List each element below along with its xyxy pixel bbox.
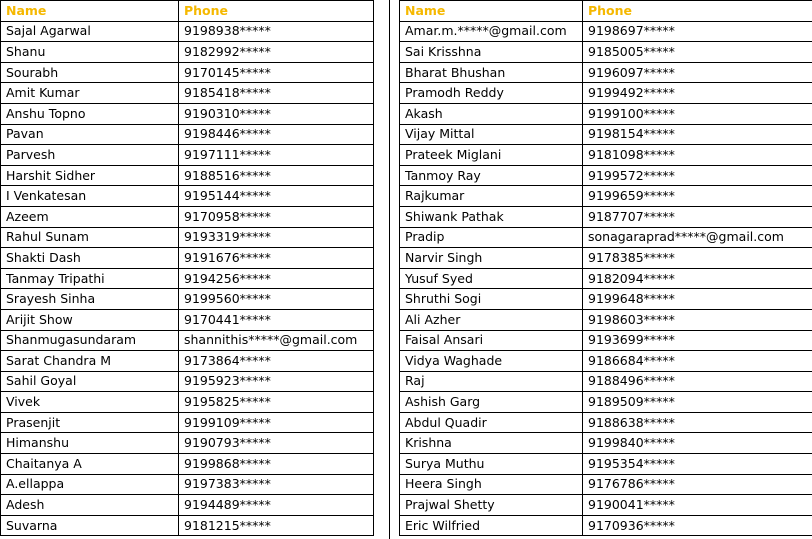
name-cell: Vivek <box>1 392 179 413</box>
table-row <box>1 433 374 454</box>
name-cell: Pavan <box>1 124 179 145</box>
table-row <box>400 83 812 104</box>
name-cell: Shiwank Pathak <box>400 206 583 227</box>
name-header: Name <box>400 1 583 22</box>
name-cell: Faisal Ansari <box>400 330 583 351</box>
table-row <box>1 412 374 433</box>
table-row <box>1 83 374 104</box>
phone-cell: 9189509***** <box>583 392 812 413</box>
name-cell: Srayesh Sinha <box>1 289 179 310</box>
phone-cell: 9188638***** <box>583 412 812 433</box>
name-cell: Raj <box>400 371 583 392</box>
phone-cell: 9191676***** <box>179 248 374 269</box>
phone-cell: 9199868***** <box>179 454 374 475</box>
table-row <box>400 309 812 330</box>
table-row <box>1 289 374 310</box>
name-cell: Rajkumar <box>400 186 583 207</box>
name-cell: Azeem <box>1 206 179 227</box>
table-row <box>400 412 812 433</box>
name-cell: Prajwal Shetty <box>400 495 583 516</box>
phone-cell: 9199109***** <box>179 412 374 433</box>
phone-cell: 9188496***** <box>583 371 812 392</box>
phone-cell: 9170441***** <box>179 309 374 330</box>
table-row <box>400 103 812 124</box>
table-row <box>1 21 374 42</box>
table-row <box>400 433 812 454</box>
table-row <box>1 227 374 248</box>
left-table-body <box>1 21 374 536</box>
phone-cell: 9199560***** <box>179 289 374 310</box>
table-row <box>1 268 374 289</box>
table-row <box>400 186 812 207</box>
phone-cell: 9194489***** <box>179 495 374 516</box>
table-row <box>400 248 812 269</box>
phone-cell: 9199572***** <box>583 165 812 186</box>
table-row <box>400 454 812 475</box>
name-cell: Prasenjit <box>1 412 179 433</box>
name-cell: Suvarna <box>1 515 179 536</box>
name-cell: Bharat Bhushan <box>400 62 583 83</box>
name-cell: Sourabh <box>1 62 179 83</box>
name-cell: Yusuf Syed <box>400 268 583 289</box>
table-row <box>1 474 374 495</box>
phone-cell: 9185005***** <box>583 42 812 63</box>
name-cell: Narvir Singh <box>400 248 583 269</box>
table-row <box>1 186 374 207</box>
name-cell: Heera Singh <box>400 474 583 495</box>
phone-cell: 9181215***** <box>179 515 374 536</box>
table-row <box>400 515 812 536</box>
name-cell: Shakti Dash <box>1 248 179 269</box>
phone-cell: 9173864***** <box>179 351 374 372</box>
phone-cell: 9199659***** <box>583 186 812 207</box>
name-cell: I Venkatesan <box>1 186 179 207</box>
name-cell: Sarat Chandra M <box>1 351 179 372</box>
name-cell: Tanmoy Ray <box>400 165 583 186</box>
name-cell: Parvesh <box>1 145 179 166</box>
left-contact-table <box>0 0 374 536</box>
name-cell: Sai Krisshna <box>400 42 583 63</box>
phone-cell: 9193319***** <box>179 227 374 248</box>
name-cell: Amit Kumar <box>1 83 179 104</box>
header-row <box>400 1 812 22</box>
name-cell: Abdul Quadir <box>400 412 583 433</box>
table-row <box>1 371 374 392</box>
name-cell: Ali Azher <box>400 309 583 330</box>
table-row <box>1 165 374 186</box>
name-cell: Shanu <box>1 42 179 63</box>
phone-cell: 9170936***** <box>583 515 812 536</box>
table-row <box>1 62 374 83</box>
phone-cell: 9199492***** <box>583 83 812 104</box>
name-header: Name <box>1 1 179 22</box>
name-cell: Prateek Miglani <box>400 145 583 166</box>
phone-cell: 9195354***** <box>583 454 812 475</box>
name-cell: Pramodh Reddy <box>400 83 583 104</box>
table-row <box>1 515 374 536</box>
phone-cell: 9198938***** <box>179 21 374 42</box>
name-cell: Pradip <box>400 227 583 248</box>
table-row <box>1 206 374 227</box>
phone-cell: 9178385***** <box>583 248 812 269</box>
phone-cell: 9198697***** <box>583 21 812 42</box>
name-cell: Shanmugasundaram <box>1 330 179 351</box>
table-row <box>400 124 812 145</box>
phone-cell: shannithis*****@gmail.com <box>179 330 374 351</box>
phone-cell: 9199648***** <box>583 289 812 310</box>
table-row <box>400 145 812 166</box>
table-row <box>1 454 374 475</box>
phone-cell: 9198154***** <box>583 124 812 145</box>
name-cell: Rahul Sunam <box>1 227 179 248</box>
phone-cell: 9198603***** <box>583 309 812 330</box>
phone-cell: 9181098***** <box>583 145 812 166</box>
phone-header: Phone <box>583 1 812 22</box>
table-row <box>400 330 812 351</box>
table-row <box>1 145 374 166</box>
name-cell: Himanshu <box>1 433 179 454</box>
right-table-body <box>400 21 812 536</box>
name-cell: Anshu Topno <box>1 103 179 124</box>
phone-cell: 9176786***** <box>583 474 812 495</box>
name-cell: Amar.m.*****@gmail.com <box>400 21 583 42</box>
table-row <box>400 62 812 83</box>
column-divider <box>389 0 390 539</box>
name-cell: Sahil Goyal <box>1 371 179 392</box>
phone-cell: 9197383***** <box>179 474 374 495</box>
name-cell: Arijit Show <box>1 309 179 330</box>
table-row <box>1 495 374 516</box>
table-row <box>400 227 812 248</box>
table-row <box>400 206 812 227</box>
phone-header: Phone <box>179 1 374 22</box>
table-row <box>400 289 812 310</box>
name-cell: Sajal Agarwal <box>1 21 179 42</box>
table-row <box>400 351 812 372</box>
phone-cell: sonagaraprad*****@gmail.com <box>583 227 812 248</box>
name-cell: Tanmay Tripathi <box>1 268 179 289</box>
phone-cell: 9190793***** <box>179 433 374 454</box>
name-cell: Akash <box>400 103 583 124</box>
name-cell: Vidya Waghade <box>400 351 583 372</box>
phone-cell: 9190310***** <box>179 103 374 124</box>
table-row <box>1 330 374 351</box>
table-row <box>400 165 812 186</box>
phone-cell: 9185418***** <box>179 83 374 104</box>
phone-cell: 9187707***** <box>583 206 812 227</box>
right-contact-table <box>399 0 812 536</box>
table-row <box>1 309 374 330</box>
phone-cell: 9188516***** <box>179 165 374 186</box>
phone-cell: 9197111***** <box>179 145 374 166</box>
phone-cell: 9170958***** <box>179 206 374 227</box>
name-cell: Surya Muthu <box>400 454 583 475</box>
phone-cell: 9193699***** <box>583 330 812 351</box>
phone-cell: 9199100***** <box>583 103 812 124</box>
phone-cell: 9190041***** <box>583 495 812 516</box>
name-cell: Adesh <box>1 495 179 516</box>
name-cell: Vijay Mittal <box>400 124 583 145</box>
phone-cell: 9194256***** <box>179 268 374 289</box>
phone-cell: 9186684***** <box>583 351 812 372</box>
phone-cell: 9196097***** <box>583 62 812 83</box>
name-cell: Krishna <box>400 433 583 454</box>
phone-cell: 9195923***** <box>179 371 374 392</box>
phone-cell: 9182992***** <box>179 42 374 63</box>
name-cell: Harshit Sidher <box>1 165 179 186</box>
table-row <box>1 124 374 145</box>
table-row <box>400 42 812 63</box>
table-row <box>400 21 812 42</box>
name-cell: Chaitanya A <box>1 454 179 475</box>
name-cell: Eric Wilfried <box>400 515 583 536</box>
table-row <box>400 474 812 495</box>
table-row <box>1 103 374 124</box>
phone-cell: 9195825***** <box>179 392 374 413</box>
table-row <box>400 268 812 289</box>
table-row <box>1 42 374 63</box>
phone-cell: 9195144***** <box>179 186 374 207</box>
table-row <box>400 392 812 413</box>
phone-cell: 9198446***** <box>179 124 374 145</box>
phone-cell: 9182094***** <box>583 268 812 289</box>
name-cell: A.ellappa <box>1 474 179 495</box>
table-row <box>1 351 374 372</box>
table-row <box>1 248 374 269</box>
phone-cell: 9199840***** <box>583 433 812 454</box>
name-cell: Ashish Garg <box>400 392 583 413</box>
header-row <box>1 1 374 22</box>
table-row <box>400 495 812 516</box>
table-row <box>1 392 374 413</box>
name-cell: Shruthi Sogi <box>400 289 583 310</box>
table-row <box>400 371 812 392</box>
phone-cell: 9170145***** <box>179 62 374 83</box>
